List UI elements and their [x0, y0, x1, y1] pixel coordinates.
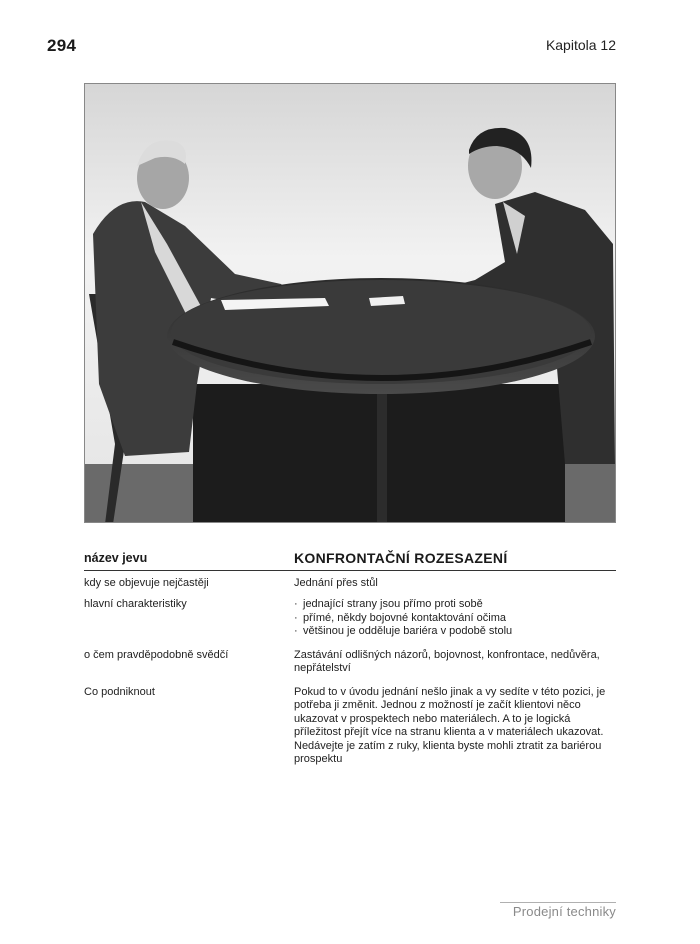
- photo-two-men-at-table: [84, 83, 616, 523]
- list-item: · jednající strany jsou přímo proti sobě: [294, 598, 616, 612]
- header-title: KONFRONTAČNÍ ROZESAZENÍ: [294, 550, 508, 566]
- row-value: Jednání přes stůl: [294, 576, 378, 589]
- row-label: o čem pravděpodobně svědčí: [84, 648, 229, 661]
- row-label: hlavní charakteristiky: [84, 598, 187, 610]
- chapter-title: Kapitola 12: [545, 37, 616, 53]
- phenomenon-table: [84, 552, 616, 767]
- header-label: název jevu: [84, 551, 148, 565]
- list-item: · většinou je odděluje bariéra v podobě stolu: [294, 625, 616, 639]
- table-row: [84, 649, 616, 676]
- footer-divider: [500, 902, 616, 903]
- row-label: kdy se objevuje nejčastěji: [84, 576, 209, 589]
- table-row: [84, 577, 616, 591]
- characteristics-list: [294, 598, 616, 639]
- row-value: [294, 598, 616, 639]
- row-value: Pokud to v úvodu jednání nešlo jinak a vy sedíte v této pozici, je potřeba ji změnit. Jednou z možností je začít klientovi něco ukazovat v prospektech nebo materiálech. A to je logická příležitost přejít více na stranu klienta a v materiálech ukazovat. Nedávejte je zatím z ruky, klienta byste mohli ztratit za bariérou prospektu: [294, 685, 606, 765]
- footer-title: Prodejní techniky: [512, 904, 616, 919]
- table-header: [84, 552, 616, 571]
- table-row: [84, 686, 616, 767]
- page-number: 294: [47, 36, 77, 55]
- row-value: Zastávání odlišných názorů, bojovnost, konfrontace, nedůvěra, nepřátelství: [294, 648, 600, 674]
- list-item: · přímé, někdy bojovné kontaktování očima: [294, 612, 616, 626]
- row-label: Co podniknout: [84, 685, 155, 698]
- table-row: [84, 598, 616, 639]
